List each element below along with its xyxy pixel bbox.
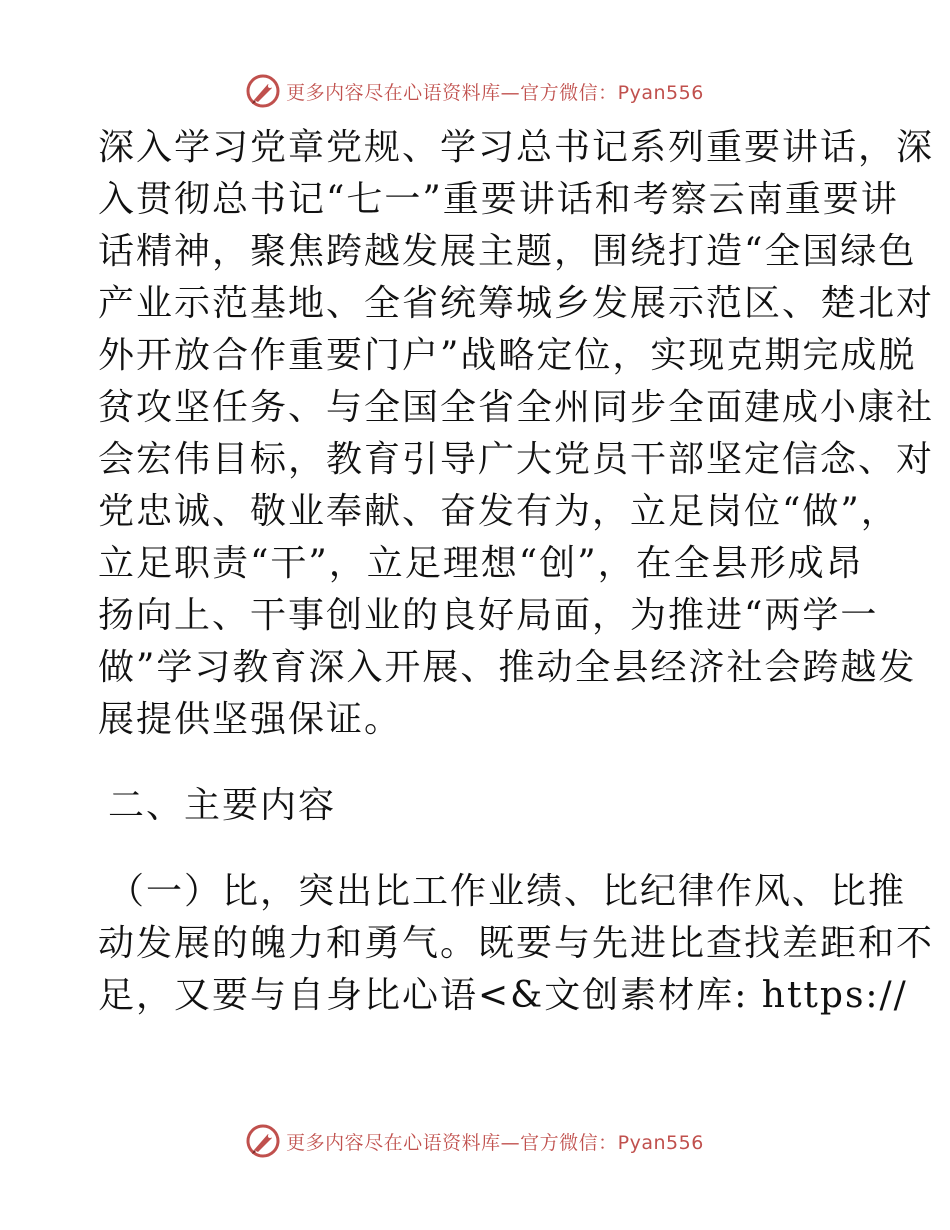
header-banner-text <box>286 78 704 105</box>
text-line: 足，又要与自身比心语<&文创素材库: https:// <box>98 975 908 1016</box>
paragraph-2 <box>98 866 935 1022</box>
header-banner <box>0 71 950 111</box>
text-line: 外开放合作重要门户”战略定位，实现克期完成脱 <box>98 335 917 376</box>
text-line: 展提供坚强保证。 <box>98 699 403 740</box>
text-line: （一）比，突出比工作业绩、比纪律作风、比推 <box>108 871 907 912</box>
text-line: 入贯彻总书记“七一”重要讲话和考察云南重要讲 <box>98 179 899 220</box>
footer-banner-separator: — <box>500 1131 521 1154</box>
footer-banner-title: 更多内容尽在心语资料库 <box>286 1131 501 1154</box>
header-banner-wechat: 官方微信：Pyan556 <box>520 81 704 104</box>
footer-banner-wechat: 官方微信：Pyan556 <box>520 1131 704 1154</box>
text-line: 立足职责“干”，立足理想“创”，在全县形成昂 <box>98 543 864 584</box>
pen-logo-icon <box>246 74 280 108</box>
header-banner-title: 更多内容尽在心语资料库 <box>286 81 501 104</box>
text-line: 深入学习党章党规、学习总书记系列重要讲话，深 <box>98 127 935 168</box>
text-line: 做”学习教育深入开展、推动全县经济社会跨越发 <box>98 647 917 688</box>
paragraph-1 <box>98 122 935 746</box>
text-line: 话精神，聚焦跨越发展主题，围绕打造“全国绿色 <box>98 231 917 272</box>
document-body <box>98 122 935 1022</box>
footer-banner <box>0 1121 950 1161</box>
text-line: 扬向上、干事创业的良好局面，为推进“两学一 <box>98 595 879 636</box>
pen-logo-icon <box>246 1124 280 1158</box>
text-line: 会宏伟目标，教育引导广大党员干部坚定信念、对 <box>98 439 935 480</box>
section-heading: 二、主要内容 <box>108 785 337 826</box>
text-line: 贫攻坚任务、与全国全省全州同步全面建成小康社 <box>98 387 935 428</box>
text-line: 动发展的魄力和勇气。既要与先进比查找差距和不 <box>98 923 935 964</box>
text-line: 党忠诚、敬业奉献、奋发有为，立足岗位“做”， <box>98 491 899 532</box>
header-banner-separator: — <box>500 81 521 104</box>
text-line: 产业示范基地、全省统筹城乡发展示范区、楚北对 <box>98 283 935 324</box>
footer-banner-text <box>286 1128 704 1155</box>
